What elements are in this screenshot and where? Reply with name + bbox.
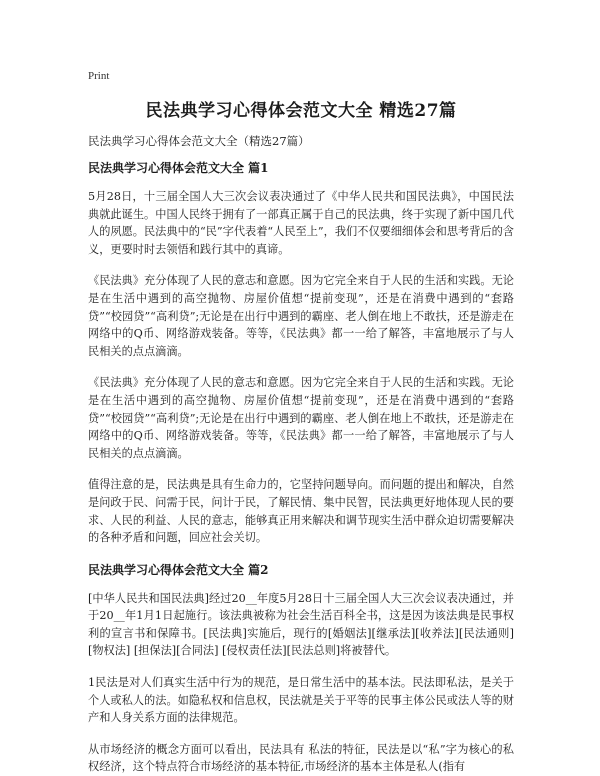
paragraph: 1民法是对人们真实生活中行为的规范，是日常生活中的基本法。民法即私法，是关于个人或私人的法。如隐私权和信息权，民法就是关于平等的民事主体公民或法人等的财产和人身关系方面的法律规范。: [88, 676, 514, 725]
section-heading: 民法典学习心得体会范文大全 篇1: [88, 161, 269, 175]
paragraph: [中华人民共和国民法典]经过20__年度5月28日十三届全国人大三次会议表决通过，并于20__年1月1日起施行。该法典被称为社会生活百科全书，这是因为该法典是民事权利的宣言书和保障书。[民法典]实施后，现行的[婚姻法][继承法][收养法][民法通则][物权法] [担保法][合同法] [侵权责任法][民法总则]将被替代。: [88, 591, 514, 658]
section-2: [88, 561, 514, 776]
paragraph: 5月28日，十三届全国人大三次会议表决通过了《中华人民共和国民法典》，中国民法典就此诞生。中国人民终于拥有了一部真正属于自己的民法典，终于实现了新中国几代人的夙愿。民法典中的“民”字代表着“人民至上”，我们不仅要细细体会和思考背后的含义，更要时时去领悟和践行其中的真谛。: [88, 190, 514, 256]
section-1: [88, 159, 514, 547]
section-heading: 民法典学习心得体会范文大全 篇2: [88, 562, 269, 577]
document-subtitle: 民法典学习心得体会范文大全（精选27篇）: [88, 134, 310, 148]
paragraph: 《民法典》充分体现了人民的意志和意愿。因为它完全来自于人民的生活和实践。无论是在生活中遇到的高空抛物、房屋价值想“提前变现”，还是在消费中遇到的“套路贷”“校园贷”“高利贷”;无论是在出行中遇到的霸座、老人倒在地上不敢扶，还是游走在网络中的Q币、网络游戏装备。等等，《民法典》都一一给了解答，丰富地展示了与人民相关的点点滴滴。: [88, 274, 514, 358]
document-title: 民法典学习心得体会范文大全 精选27篇: [145, 101, 457, 121]
paragraph: 《民法典》充分体现了人民的意志和意愿。因为它完全来自于人民的生活和实践。无论是在生活中遇到的高空抛物、房屋价值想“提前变现”，还是在消费中遇到的“套路贷”“校园贷”“高利贷”;无论是在出行中遇到的霸座、老人倒在地上不敢扶，还是游走在网络中的Q币、网络游戏装备。等等，《民法典》都一一给了解答，丰富地展示了与人民相关的点点滴滴。: [88, 376, 514, 460]
print-label: Print: [88, 70, 110, 82]
paragraph: 值得注意的是，民法典是具有生命力的，它坚持问题导向。而问题的提出和解决，自然是问政于民、问需于民，问计于民，了解民情、集中民智，民法典更好地体现人民的要求、人民的利益、人民的意志，能够真正用来解决和调节现实生活中群众迫切需要解决的各种矛盾和问题，回应社会关切。: [88, 478, 514, 545]
paragraph: 从市场经济的概念方面可以看出，民法具有 私法的特征，民法是以“私”字为核心的私权经济，这个特点符合市场经济的基本特征,市场经济的基本主体是私人(指有: [88, 742, 514, 774]
